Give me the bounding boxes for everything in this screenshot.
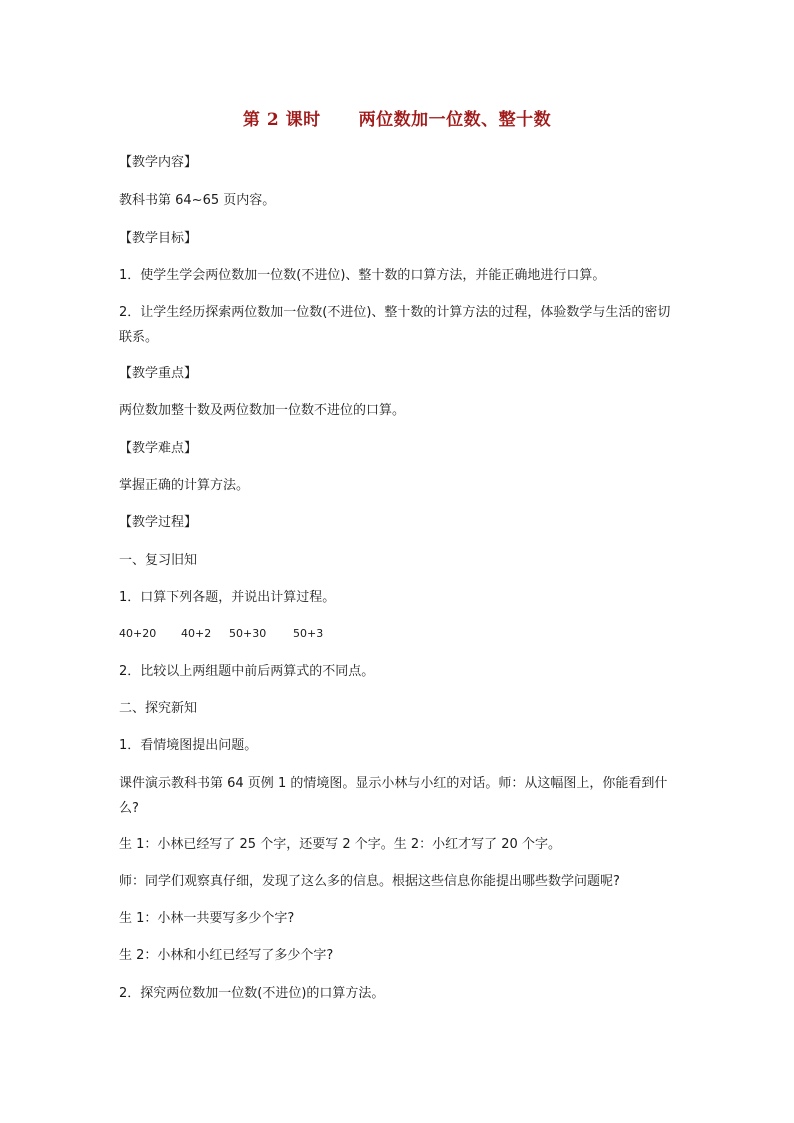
expression-row	[119, 625, 323, 643]
section-heading-difficulties: 【教学难点】	[119, 441, 198, 456]
lesson-topic: 两位数加一位数、整十数	[358, 110, 552, 130]
objective-item-2: 2．让学生经历探索两位数加一位数(不进位)、整十数的计算方法的过程，体验数学与生活的密切联系。	[119, 305, 671, 345]
expression: 40+2	[181, 627, 212, 640]
process-step-review: 一、复习旧知	[119, 553, 198, 568]
explore-item-2: 2．探究两位数加一位数(不进位)的口算方法。	[119, 986, 385, 1001]
expression: 50+3	[293, 627, 324, 640]
student-question-2: 生 2：小林和小红已经写了多少个字?	[119, 948, 334, 963]
section-heading-content: 【教学内容】	[119, 155, 198, 170]
key-points-text: 两位数加整十数及两位数加一位数不进位的口算。	[119, 403, 406, 418]
teacher-prompt: 师：同学们观察真仔细，发现了这么多的信息。根据这些信息你能提出哪些数学问题呢?	[119, 874, 620, 889]
lesson-number: 第 2 课时	[242, 110, 321, 130]
difficulties-text: 掌握正确的计算方法。	[119, 478, 250, 493]
section-heading-process: 【教学过程】	[119, 515, 198, 530]
content-text: 教科书第 64~65 页内容。	[119, 193, 276, 208]
expression: 40+20	[119, 627, 157, 640]
explore-demo-text: 课件演示教科书第 64 页例 1 的情境图。显示小林与小红的对话。师：从这幅图上，你能看到什么?	[119, 776, 668, 816]
expression: 50+30	[229, 627, 267, 640]
review-item-2: 2．比较以上两组题中前后两算式的不同点。	[119, 664, 375, 679]
section-heading-key-points: 【教学重点】	[119, 366, 198, 381]
explore-item-1: 1．看情境图提出问题。	[119, 738, 258, 753]
section-heading-objectives: 【教学目标】	[119, 231, 198, 246]
student-question-1: 生 1：小林一共要写多少个字?	[119, 911, 295, 926]
process-step-explore: 二、探究新知	[119, 701, 198, 716]
lesson-title	[0, 105, 794, 130]
objective-item-1: 1．使学生学会两位数加一位数(不进位)、整十数的口算方法，并能正确地进行口算。	[119, 268, 606, 283]
student-answer-1: 生 1：小林已经写了 25 个字，还要写 2 个字。生 2：小红才写了 20 个字。	[119, 837, 561, 852]
review-item-1: 1．口算下列各题，并说出计算过程。	[119, 590, 336, 605]
